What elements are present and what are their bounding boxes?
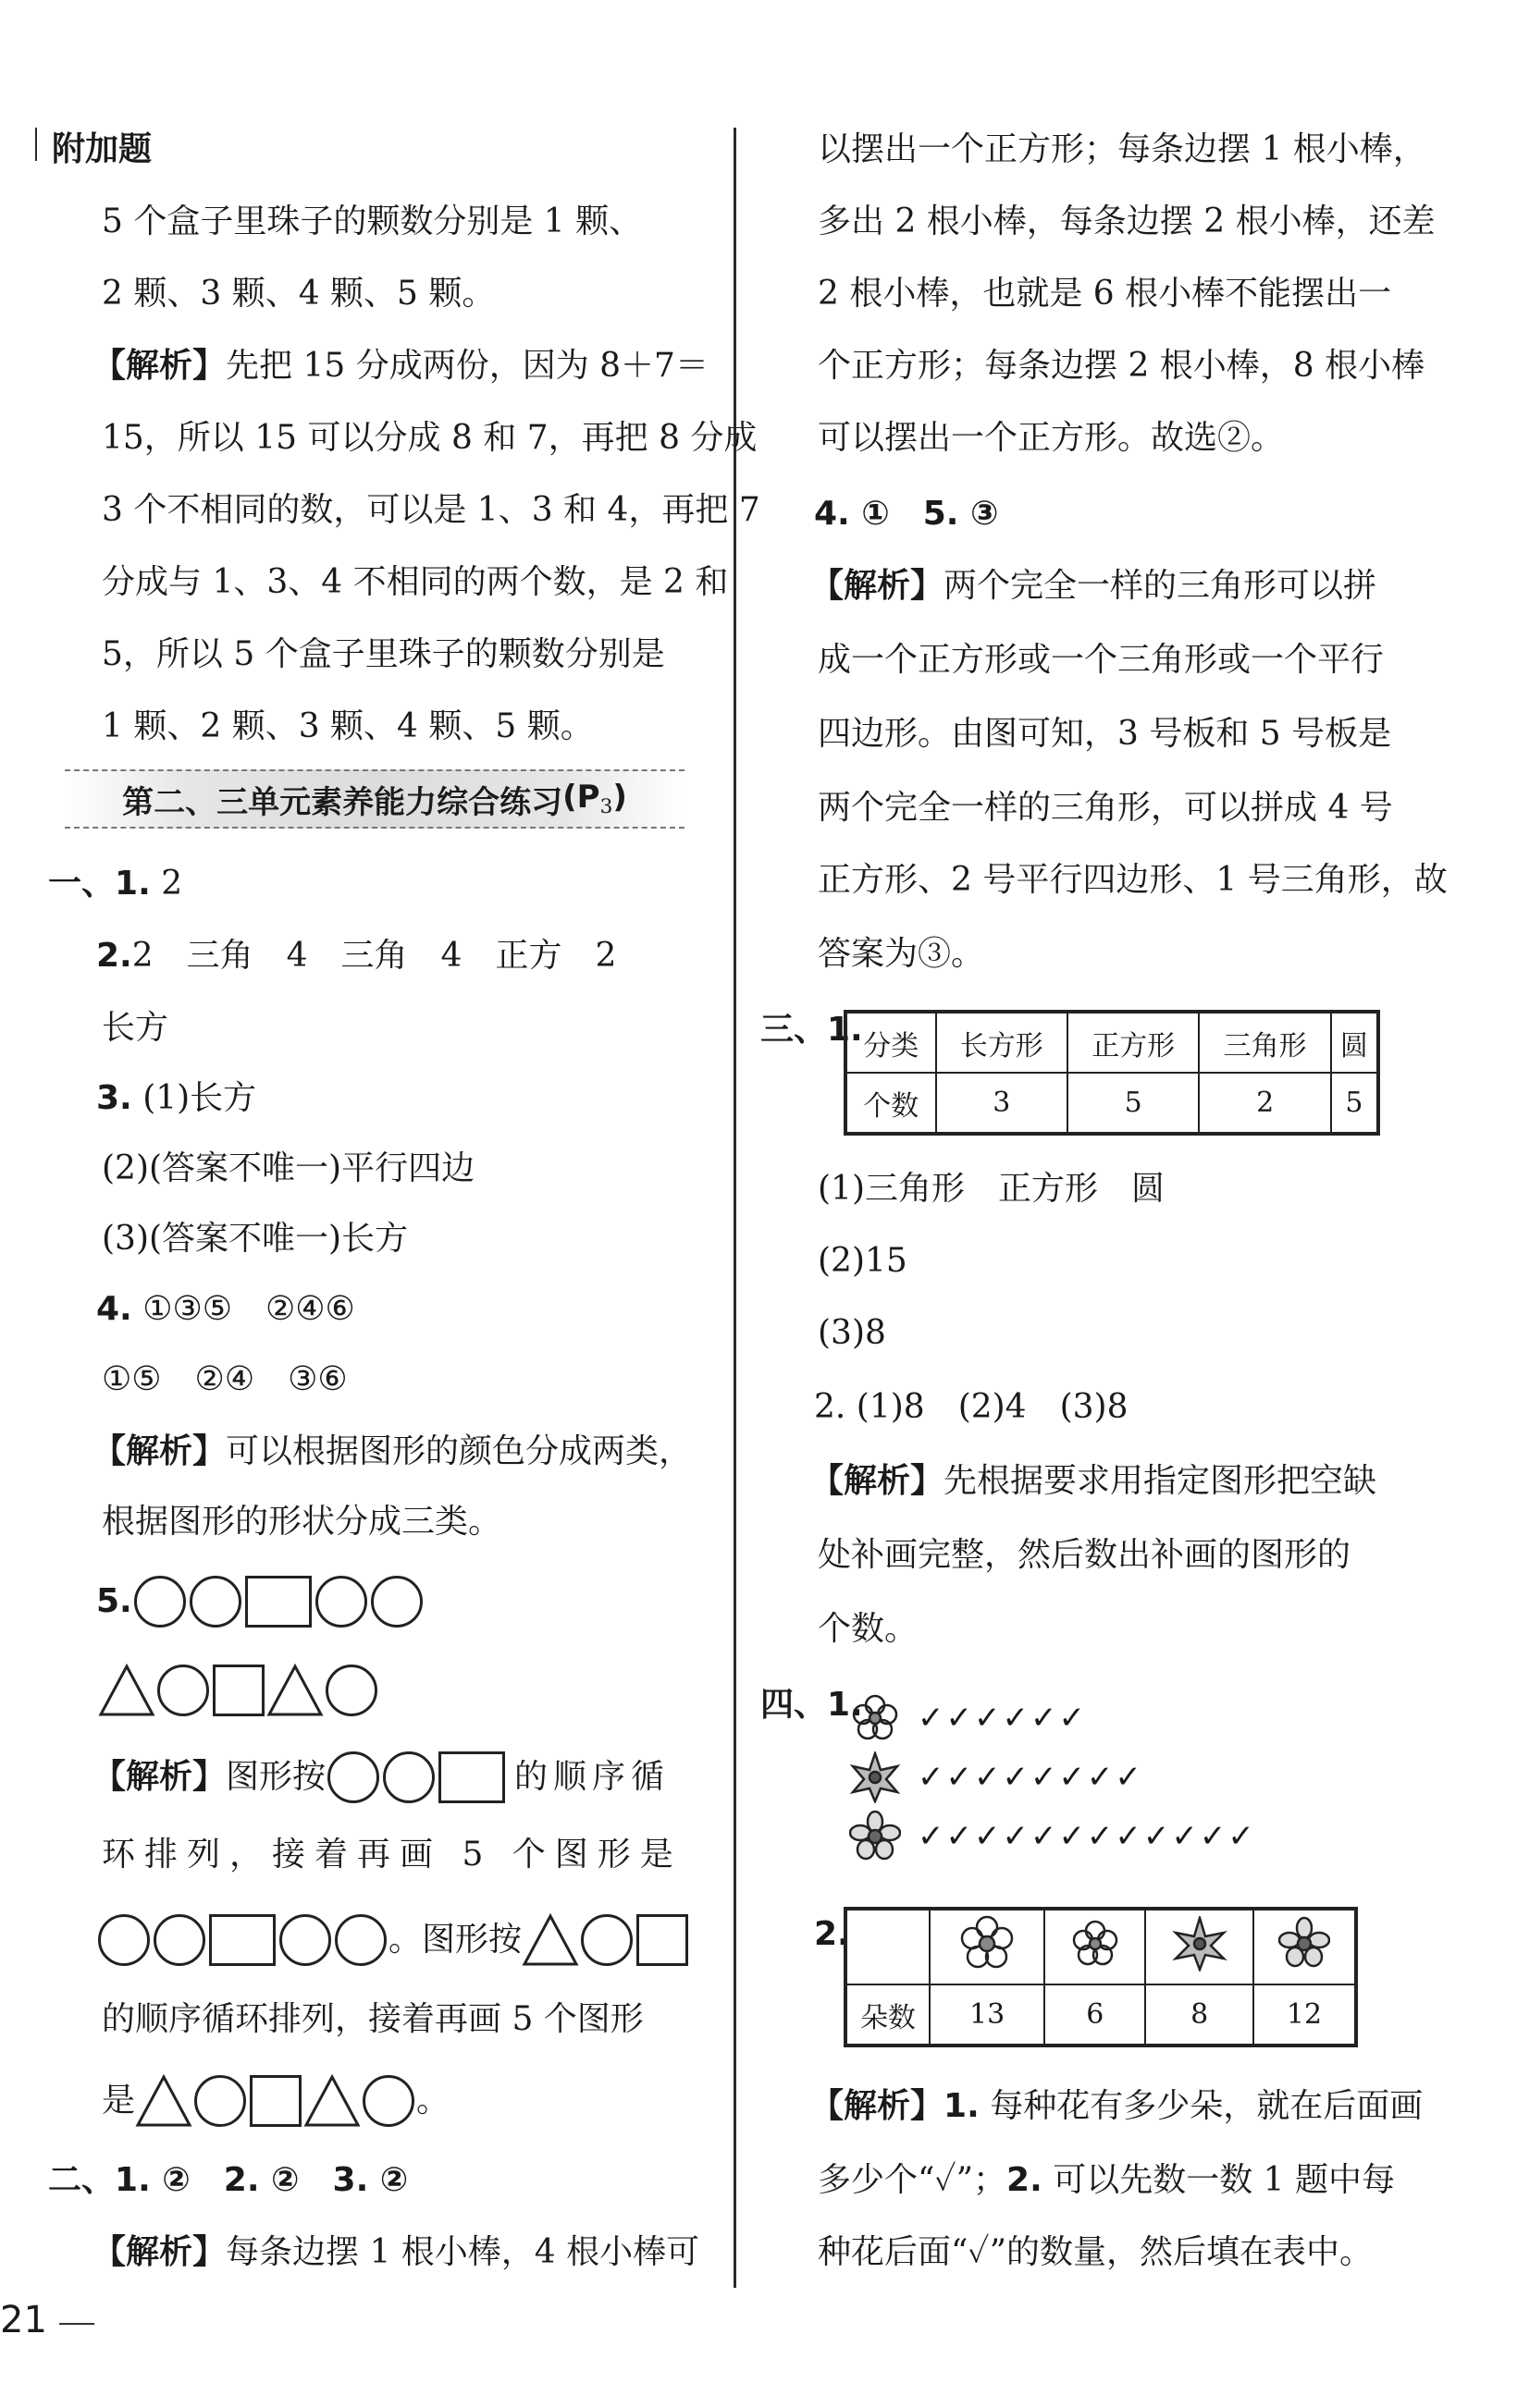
q2-answer-2: 长方 — [102, 1009, 169, 1047]
check-marks-row-2: ✓✓✓✓✓✓✓✓ — [918, 1759, 1143, 1796]
circle-shape — [157, 1665, 209, 1716]
section-title: 第二、三单元素养能力综合练习 — [122, 783, 563, 821]
section-title-banner — [65, 769, 684, 829]
q45-analysis-line-1: 【解析】两个完全一样的三角形可以拼 — [810, 567, 1377, 605]
right-continued-line-3: 2 根小棒，也就是 6 根小棒不能摆出一 — [818, 275, 1392, 313]
flower-icon-b — [849, 1751, 901, 1803]
s4-analysis-line-3: 种花后面“✓”的数量，然后填在表中。 — [818, 2233, 1374, 2271]
check-marks-row-3: ✓✓✓✓✓✓✓✓✓✓✓✓ — [918, 1818, 1256, 1855]
section-1-q1: 一、1. 2 — [48, 865, 183, 903]
q5-analysis-line-3: 。图形按 — [96, 1910, 690, 1970]
extra-analysis-line-5: 5，所以 5 个盒子里珠子的颗数分别是 — [102, 635, 665, 673]
q5-analysis-line-4: 的顺序循环排列，接着再画 5 个图形 — [102, 2000, 644, 2038]
analysis-label: 【解析】 — [92, 347, 227, 385]
circle-shape — [194, 2075, 246, 2127]
table-cell: 2 — [1199, 1073, 1330, 1134]
table-cell: 8 — [1145, 1984, 1253, 2046]
section-2-analysis: 【解析】每条边摆 1 根小棒，4 根小棒可 — [92, 2233, 700, 2271]
table-cell: 3 — [936, 1073, 1067, 1134]
flower-icon-a — [849, 1692, 901, 1744]
table-cell: 12 — [1253, 1984, 1356, 2046]
q5-analysis-line-2: 环排列，接着再画 5 个图形是 — [102, 1836, 683, 1874]
triangle-shape — [303, 2074, 361, 2128]
circle-shape — [134, 1576, 186, 1628]
table-header-cell: 长方形 — [936, 1012, 1067, 1073]
q3-answer-b: (2)(答案不唯一)平行四边 — [102, 1149, 475, 1187]
extra-answer-line-2: 2 颗、3 颗、4 颗、5 颗。 — [102, 275, 496, 313]
table-cell: 5 — [1331, 1073, 1378, 1134]
page-number: 21 — [0, 2299, 47, 2341]
table-header-cell: 正方形 — [1067, 1012, 1199, 1073]
table-header-cell: 分类 — [845, 1012, 936, 1073]
extra-analysis-line-4: 分成与 1、3、4 不相同的两个数，是 2 和 — [102, 563, 729, 601]
q5-analysis-line-5: 是 。 — [102, 2071, 450, 2131]
flower-icon-a — [1069, 1918, 1121, 1970]
q4-q5-answers: 4. ① 5. ③ — [814, 495, 999, 533]
extra-analysis-line-2: 15，所以 15 可以分成 8 和 7，再把 8 分成 — [102, 419, 758, 457]
square-shape — [636, 1914, 688, 1966]
flower-icon-c — [1278, 1916, 1330, 1972]
extra-title: 附加题 — [52, 130, 153, 168]
flower-icon-d — [957, 1914, 1017, 1973]
table-cell: 6 — [1044, 1984, 1145, 2046]
table-row — [845, 1909, 1356, 1984]
q45-analysis-line-3: 四边形。由图可知，3 号板和 5 号板是 — [818, 715, 1392, 753]
table-cell: 5 — [1067, 1073, 1199, 1134]
q2-answer: 2.2 三角 4 三角 4 正方 2 — [96, 937, 617, 975]
square-shape — [213, 1665, 265, 1716]
page-number-dash — [59, 2323, 94, 2325]
triangle-shape — [266, 1664, 324, 1717]
extra-answer-line-1: 5 个盒子里珠子的颗数分别是 1 颗、 — [102, 203, 643, 240]
flower-count-table — [844, 1907, 1358, 2047]
s3-analysis-line-2: 处补画完整，然后数出补画的图形的 — [818, 1536, 1351, 1574]
s4-analysis-line-2: 多少个“✓”；2. 可以先数一数 1 题中每 — [818, 2161, 1396, 2199]
q45-analysis-line-5: 正方形、2 号平行四边形、1 号三角形，故 — [818, 861, 1448, 899]
table-header-cell — [1044, 1909, 1145, 1984]
triangle-shape — [522, 1913, 579, 1967]
triangle-shape — [98, 1664, 155, 1717]
table-row-label: 个数 — [845, 1073, 936, 1134]
s3-analysis-line-1: 【解析】先根据要求用指定图形把空缺 — [810, 1462, 1377, 1500]
circle-shape — [371, 1576, 423, 1628]
s4-q2-label: 2. — [814, 1915, 850, 1953]
circle-shape — [190, 1576, 241, 1628]
triangle-shape — [135, 2074, 192, 2128]
table-corner-cell — [845, 1909, 930, 1984]
circle-shape — [326, 1665, 377, 1716]
right-continued-line-2: 多出 2 根小棒，每条边摆 2 根小棒，还差 — [818, 203, 1436, 240]
q3-answer-a: 3. (1)长方 — [96, 1079, 257, 1117]
q5-analysis-line-1: 【解析】 图形按 的顺序循 — [92, 1748, 703, 1807]
circle-shape — [98, 1914, 150, 1966]
left-margin-rule — [35, 128, 37, 161]
right-continued-line-1: 以摆出一个正方形；每条边摆 1 根小棒， — [818, 130, 1426, 168]
table-row — [845, 1012, 1378, 1073]
shape-count-table — [844, 1010, 1380, 1136]
s3-answer-b: (2)15 — [818, 1242, 907, 1280]
table-row — [845, 1984, 1356, 2046]
q4-answer-b: ①⑤ ②④ ③⑥ — [102, 1360, 348, 1398]
extra-analysis-line-6: 1 颗、2 颗、3 颗、4 颗、5 颗。 — [102, 707, 594, 745]
flower-icon-c — [849, 1811, 901, 1862]
table-header-cell — [930, 1909, 1044, 1984]
section-4-label: 四、1. — [760, 1686, 863, 1724]
circle-shape — [363, 2075, 414, 2127]
s3-q2-answer: 2. (1)8 (2)4 (3)8 — [814, 1388, 1128, 1426]
q3-answer-c: (3)(答案不唯一)长方 — [102, 1220, 409, 1258]
section-3-label: 三、1. — [760, 1011, 863, 1049]
q4-analysis-line-1: 【解析】可以根据图形的颜色分成两类， — [92, 1432, 693, 1470]
check-marks-row-1: ✓✓✓✓✓✓ — [918, 1700, 1087, 1737]
circle-shape — [383, 1751, 435, 1803]
table-header-cell — [1145, 1909, 1253, 1984]
right-continued-line-4: 个正方形；每条边摆 2 根小棒，8 根小棒 — [818, 347, 1425, 385]
square-shape — [250, 2075, 302, 2127]
s3-analysis-line-3: 个数。 — [818, 1610, 919, 1648]
table-cell: 13 — [930, 1984, 1044, 2046]
q45-analysis-line-6: 答案为③。 — [818, 935, 985, 973]
q45-analysis-line-4: 两个完全一样的三角形，可以拼成 4 号 — [818, 789, 1393, 827]
s3-answer-c: (3)8 — [818, 1314, 886, 1352]
rectangle-shape — [209, 1914, 276, 1966]
circle-shape — [335, 1914, 387, 1966]
circle-shape — [279, 1914, 331, 1966]
table-row-label: 朵数 — [845, 1984, 930, 2046]
right-continued-line-5: 可以摆出一个正方形。故选②。 — [818, 419, 1285, 457]
circle-shape — [315, 1576, 367, 1628]
q4-answer-a: 4. ①③⑤ ②④⑥ — [96, 1290, 355, 1328]
q5-answer-row-2 — [98, 1661, 379, 1720]
table-header-cell — [1253, 1909, 1356, 1984]
flower-icon-b — [1172, 1916, 1227, 1972]
q45-analysis-line-2: 成一个正方形或一个三角形或一个平行 — [818, 641, 1385, 679]
rectangle-shape — [438, 1751, 505, 1803]
q4-analysis-line-2: 根据图形的形状分成三类。 — [102, 1503, 502, 1541]
circle-shape — [154, 1914, 205, 1966]
s4-analysis-line-1: 【解析】1. 每种花有多少朵，就在后面画 — [810, 2087, 1424, 2125]
rectangle-shape — [245, 1576, 312, 1628]
table-header-cell: 三角形 — [1199, 1012, 1330, 1073]
section-page-ref: $(P_3)$ — [562, 779, 627, 819]
s3-answer-a: (1)三角形 正方形 圆 — [818, 1170, 1165, 1208]
q5-answer-row-1: 5. — [96, 1572, 425, 1631]
circle-shape — [327, 1751, 379, 1803]
table-row — [845, 1073, 1378, 1134]
extra-analysis-line-1: 【解析】先把 15 分成两份，因为 8＋7＝ — [92, 347, 709, 385]
section-2-answers: 二、1. ② 2. ② 3. ② — [48, 2161, 409, 2199]
circle-shape — [581, 1914, 633, 1966]
table-header-cell: 圆 — [1331, 1012, 1378, 1073]
extra-analysis-line-3: 3 个不相同的数，可以是 1、3 和 4，再把 7 — [102, 491, 760, 529]
